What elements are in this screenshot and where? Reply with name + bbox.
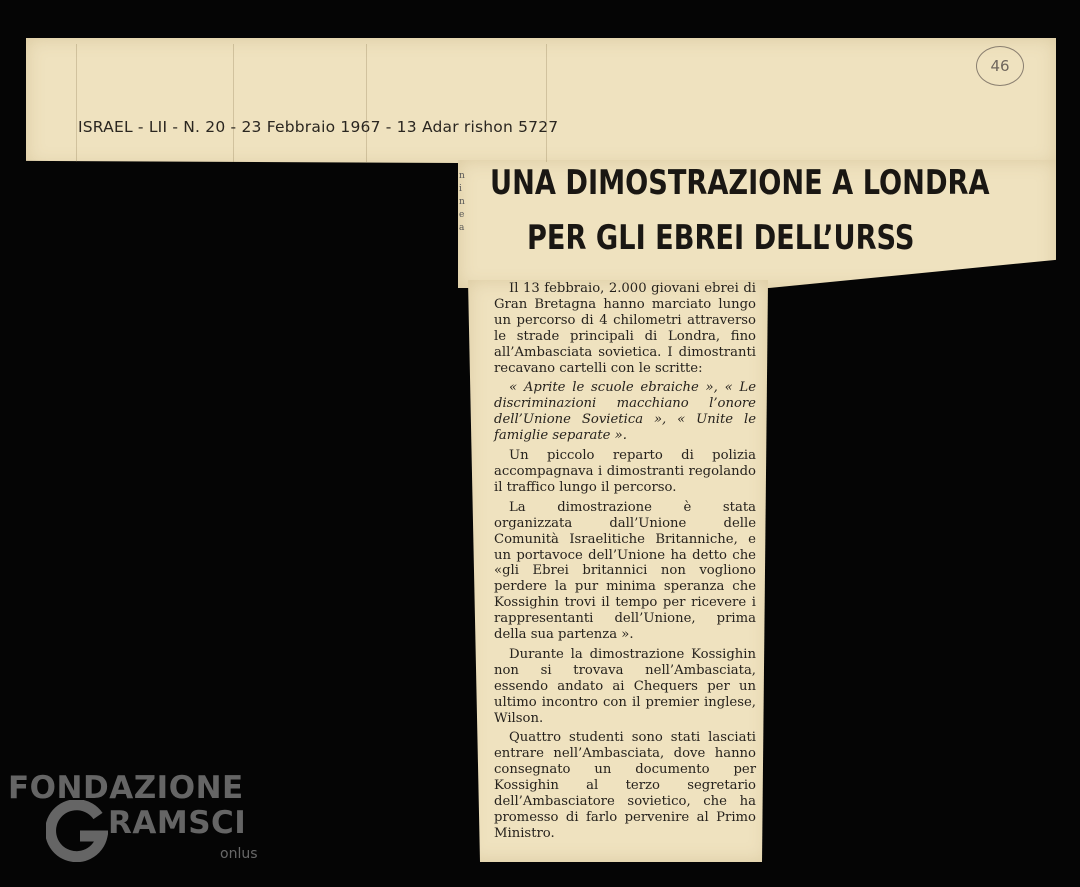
newspaper-masthead: ISRAEL - LII - N. 20 - 23 Febbraio 1967 - 13 Adar rishon 5727 [78,118,559,136]
fold-line [546,44,547,162]
watermark-fondazione: FONDAZIONE [8,770,244,806]
fold-line [76,44,77,162]
fold-line [366,44,367,162]
handwritten-page-number: 46 [976,46,1024,86]
clipping-masthead-strip [26,38,1056,166]
article-paragraph: Quattro studenti sono stati lasciati entrare nell’Ambasciata, dove hanno consegnato un documento per Kossighin al terzo segretario dell’Ambasciatore sovietico, che ha promesso di farlo pervenire al Primo Ministro. [494,730,756,841]
headline-line-2: PER GLI EBREI DELL’URSS [527,218,915,258]
watermark-g-logo-icon [46,800,108,862]
headline-line-1: UNA DIMOSTRAZIONE A LONDRA [490,163,990,203]
article-paragraph: La dimostrazione è stata organizzata dall’Unione delle Comunità Israelitiche Britanniche, e un portavoce dell’Unione ha detto che «gli Ebrei britannici non vogliono perdere la pur minima speranza che Kossighin trovi il tempo per ricevere i rappresentanti dell’Unione, prima della sua partenza ». [494,499,756,643]
article-body [494,281,756,846]
watermark-gramsci: RAMSCI [108,805,247,841]
article-paragraph: Durante la dimostrazione Kossighin non si trovava nell’Ambasciata, essendo andato ai Chequers per un ultimo incontro con il premier inglese, Wilson. [494,646,756,726]
watermark-onlus: onlus [220,846,258,862]
article-paragraph-quotes: « Aprite le scuole ebraiche », « Le discriminazioni macchiano l’onore dell’Unione Sovietica », « Unite le famiglie separate ». [494,380,756,444]
article-paragraph: Un piccolo reparto di polizia accompagnava i dimostranti regolando il traffico lungo il percorso. [494,448,756,495]
cut-column-fragment: n i n e a [459,171,465,233]
article-paragraph: Il 13 febbraio, 2.000 giovani ebrei di Gran Bretagna hanno marciato lungo un percorso di 4 chilometri attraverso le strade principali di Londra, fino all’Ambasciata sovietica. I dimostranti recavano cartelli con le scritte: [494,281,756,376]
fold-line [233,44,234,162]
